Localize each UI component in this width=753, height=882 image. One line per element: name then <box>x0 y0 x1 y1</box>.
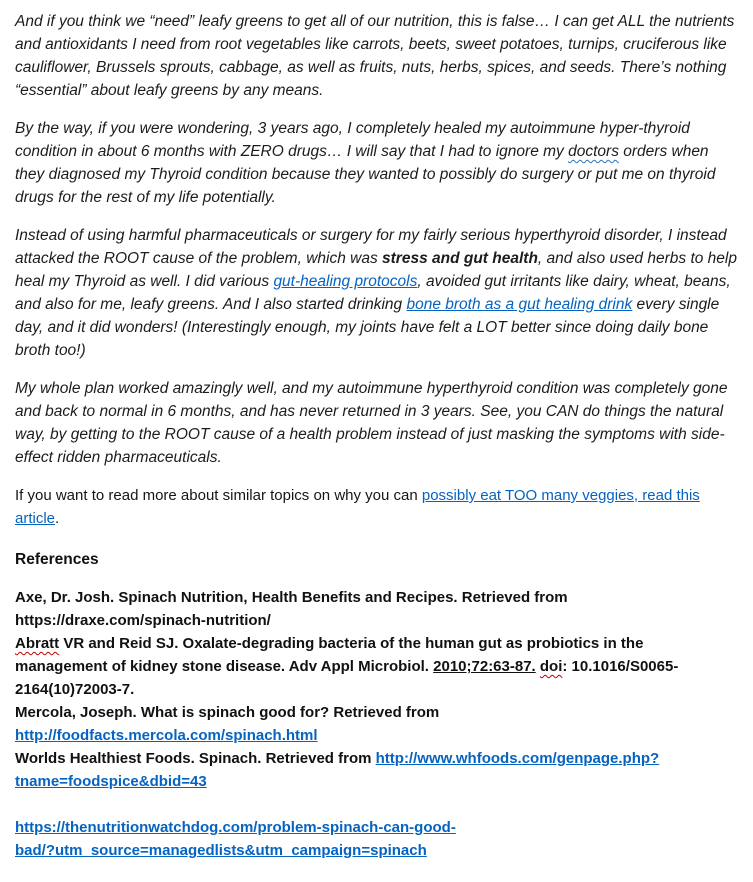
nutritionwatchdog-article-link[interactable]: https://thenutritionwatchdog.com/problem-spinach-can-good-bad/?utm_source=managedlists&utm_campaign=spinach <box>15 819 456 859</box>
body-text: orders when they diagnosed my Thyroid condition because they wanted to possibly do surgery or put me on thyroid drugs for the rest of my life potentially. <box>15 143 716 206</box>
body-text: By the way, if you were wondering, 3 years ago, I completely healed my autoimmune hyper-thyroid condition in about 6 months with ZERO drugs… I will say that I had to ignore my <box>15 120 690 160</box>
reference-mercola <box>15 701 739 747</box>
body-text: My whole plan worked amazingly well, and my autoimmune hyperthyroid condition was completely gone and back to normal in 6 months, and has never returned in 3 years. See, you CAN do things the natural way, by getting to the ROOT cause of a health problem instead of just masking the symptoms with side-effect ridden pharmaceuticals. <box>15 380 728 466</box>
grammar-flagged-word: doctors <box>568 143 619 160</box>
reference-text: : 10.1016/S0065-2164(10)72003-7. <box>15 658 679 698</box>
bold-emphasis-text: stress and gut health <box>382 250 538 267</box>
paragraph-leafy-greens <box>15 10 739 102</box>
body-text: every single day, and it did wonders! (Interestingly enough, my joints have felt a LOT better since doing daily bone broth too!) <box>15 296 720 359</box>
reference-whfoods <box>15 747 739 793</box>
body-text: , and also used herbs to help heal my Thyroid as well. I did various <box>15 250 737 290</box>
nutritionwatchdog-link-paragraph <box>15 816 467 862</box>
reference-abratt <box>15 632 739 701</box>
too-many-veggies-article-link[interactable]: possibly eat TOO many veggies, read this article <box>15 487 700 527</box>
paragraph-root-cause <box>15 224 739 362</box>
reference-text: Worlds Healthiest Foods. Spinach. Retrieved from <box>15 750 376 767</box>
paragraph-results <box>15 377 739 469</box>
references-heading: References <box>15 551 99 568</box>
mercola-spinach-link[interactable]: http://foodfacts.mercola.com/spinach.html <box>15 727 318 744</box>
paragraph-read-more <box>15 484 739 530</box>
reference-axe <box>15 586 739 632</box>
underlined-citation-pages: 2010;72:63-87. <box>433 658 536 675</box>
paragraph-thyroid-story <box>15 117 739 209</box>
body-text: And if you think we “need” leafy greens to get all of our nutrition, this is false… I can get ALL the nutrients and antioxidants I need from root vegetables like carrots, beets, sweet potatoes, turnips, cruciferous like cauliflower, Brussels sprouts, cabbage, as well as fruits, nuts, herbs, spices, and seeds. There’s nothing “essential” about leafy greens by any means. <box>15 13 735 99</box>
bone-broth-link[interactable]: bone broth as a gut healing drink <box>406 296 633 313</box>
reference-text: Axe, Dr. Josh. Spinach Nutrition, Health Benefits and Recipes. Retrieved from https://draxe.com/spinach-nutrition/ <box>15 589 568 629</box>
reference-text: Mercola, Joseph. What is spinach good for? Retrieved from <box>15 704 440 721</box>
reference-text: VR and Reid SJ. Oxalate-degrading bacteria of the human gut as probiotics in the management of kidney stone disease. Adv Appl Microbiol. <box>15 635 644 675</box>
gut-healing-protocols-link[interactable]: gut-healing protocols <box>273 273 418 290</box>
spellcheck-flagged-word: doi <box>539 658 563 675</box>
body-text: . <box>55 510 60 527</box>
body-text: , avoided gut irritants like dairy, wheat, beans, and also for me, leafy greens. And I also started drinking <box>15 273 731 313</box>
whfoods-spinach-link[interactable]: http://www.whfoods.com/genpage.php?tname=foodspice&dbid=43 <box>15 750 660 790</box>
body-text: If you want to read more about similar topics on why you can <box>15 487 422 504</box>
spellcheck-flagged-word: Abratt <box>15 635 60 652</box>
body-text: Instead of using harmful pharmaceuticals or surgery for my fairly serious hyperthyroid disorder, I instead attacked the ROOT cause of the problem, which was <box>15 227 727 267</box>
